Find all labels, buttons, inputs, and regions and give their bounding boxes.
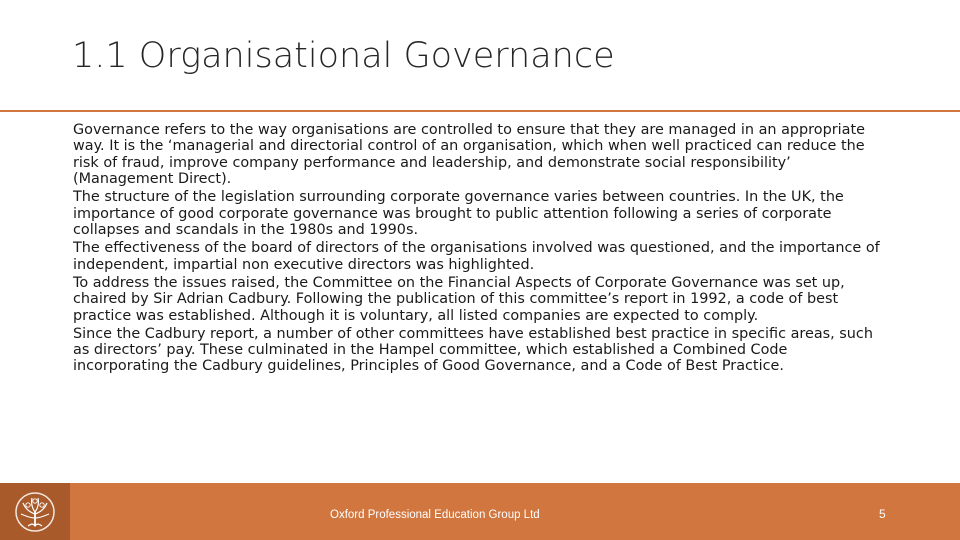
footer-company-name: Oxford Professional Education Group Ltd [330,509,540,521]
slide-title: 1.1 Organisational Governance [72,36,615,76]
body-paragraph: Since the Cadbury report, a number of other committees have established best practice in specific areas, such as directors’ pay. These culminated in the Hampel committee, which established a Combined Code incorporating the Cadbury guidelines, Principles of Good Governance, and a Code of Best Practice. [73,325,873,375]
body-paragraph: The effectiveness of the board of directors of the organisations involved was questioned, and the importance of independent, impartial non executive directors was highlighted. [73,240,880,273]
tree-logo-icon [10,490,60,534]
body-paragraph: To address the issues raised, the Committee on the Financial Aspects of Corporate Governance was set up, chaired by Sir Adrian Cadbury. Following the publication of this committee’s report in 1992, a code of best practice was established. Although it is voluntary, all listed companies are expected to comply. [73,274,845,324]
slide-body [73,122,885,377]
company-logo [0,483,70,540]
body-paragraph: Governance refers to the way organisations are controlled to ensure that they are managed in an appropriate way. It is the ‘managerial and directorial control of an organisation, which when well practiced can reduce the risk of fraud, improve company performance and leadership, and demonstrate social responsibility’ (Management Direct). [73,122,865,188]
page-number: 5 [879,507,886,521]
title-divider [0,110,960,112]
body-paragraph: The structure of the legislation surrounding corporate governance varies between countries. In the UK, the importance of good corporate governance was brought to public attention following a series of corporate collapses and scandals in the 1980s and 1990s. [73,189,844,239]
